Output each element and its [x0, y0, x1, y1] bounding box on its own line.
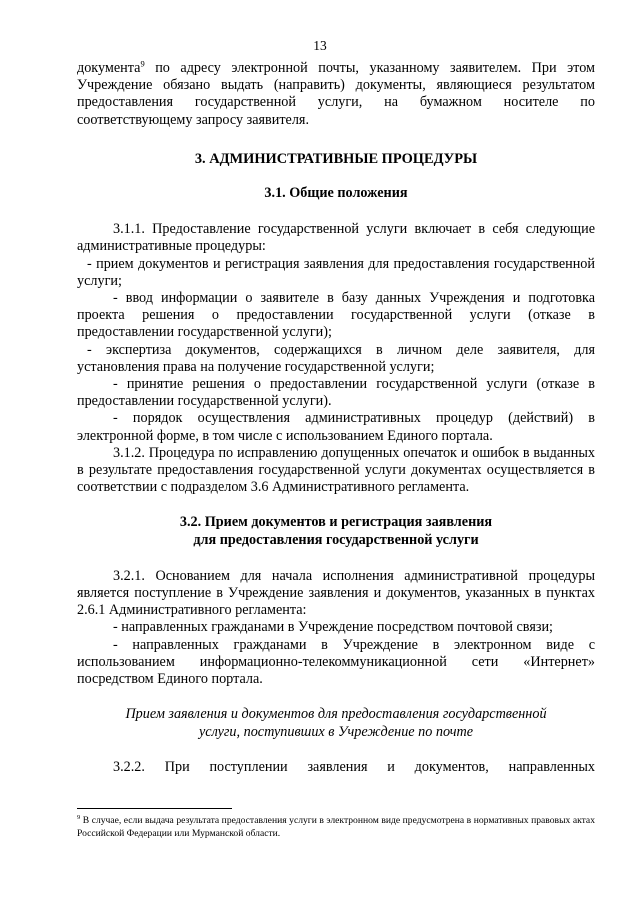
italic-subheading-line1: Прием заявления и документов для предоставления государственной [125, 706, 547, 723]
italic-subheading [77, 706, 595, 740]
list-item: - прием документов и регистрация заявления для предоставления государственной услуги; [77, 255, 595, 289]
subsection-3-2-heading [77, 514, 595, 548]
page-number: 13 [313, 38, 327, 53]
intro-paragraph [77, 60, 595, 129]
footnote-number: 9 [77, 813, 81, 821]
intro-text-end: по адресу электронной почты, указанному заявителем. При этом Учреждение обязано выдать (направить) документы, являющиеся результатом предоставления государственной услуги, на бумажном носителе по соответствующему запросу заявителя. [77, 60, 595, 128]
paragraph-3-2-1: 3.2.1. Основанием для начала исполнения административной процедуры является поступление в Учреждение заявления и документов, указанных в пунктах 2.6.1 Административного регламента: [77, 567, 595, 619]
italic-subheading-line2: услуги, поступивших в Учреждение по почте [198, 723, 474, 740]
section-3-heading: 3. АДМИНИСТРАТИВНЫЕ ПРОЦЕДУРЫ [194, 150, 478, 167]
document-body [77, 60, 595, 776]
subsection-3-2-heading-line2: для предоставления государственной услуги [193, 531, 479, 548]
intro-text-start: документа [77, 60, 141, 76]
paragraph-3-1-1: 3.1.1. Предоставление государственной услуги включает в себя следующие административные процедуры: [77, 221, 595, 255]
list-item: - принятие решения о предоставлении государственной услуги (отказе в предоставлении государственной услуги). [77, 376, 595, 410]
list-item: - порядок осуществления административных процедур (действий) в электронной форме, в том числе с использованием Единого портала. [77, 410, 595, 444]
list-item: - направленных гражданами в Учреждение в электронном виде с использованием информационно-телекоммуникационной сети «Интернет» посредством Единого портала. [77, 636, 595, 688]
footnote [77, 815, 595, 840]
subsection-3-1-heading: 3.1. Общие положения [264, 185, 408, 202]
paragraph-3-2-2: 3.2.2. При поступлении заявления и документов, направленных [113, 758, 595, 775]
list-item: - направленных гражданами в Учреждение посредством почтовой связи; [113, 619, 553, 636]
list-item: - ввод информации о заявителе в базу данных Учреждения и подготовка проекта решения о предоставлении государственной услуги (отказе в предоставлении государственной услуги); [77, 290, 595, 341]
footnote-divider [77, 808, 232, 809]
footnote-reference[interactable]: 9 [140, 58, 145, 69]
subsection-3-2-heading-line1: 3.2. Прием документов и регистрация заявления [179, 514, 493, 531]
list-item: - экспертиза документов, содержащихся в личном деле заявителя, для установления права на получение государственной услуги; [77, 341, 595, 375]
footnote-text: В случае, если выдача результата предоставления услуги в электронном виде предусмотрена в нормативных правовых актах Российской Федерации или Мурманской области. [77, 815, 595, 839]
paragraph-3-1-2: 3.1.2. Процедура по исправлению допущенных опечаток и ошибок в выданных в результате предоставления государственной услуги документах осуществляется в соответствии с подразделом 3.6 Административного регламента. [77, 444, 595, 496]
